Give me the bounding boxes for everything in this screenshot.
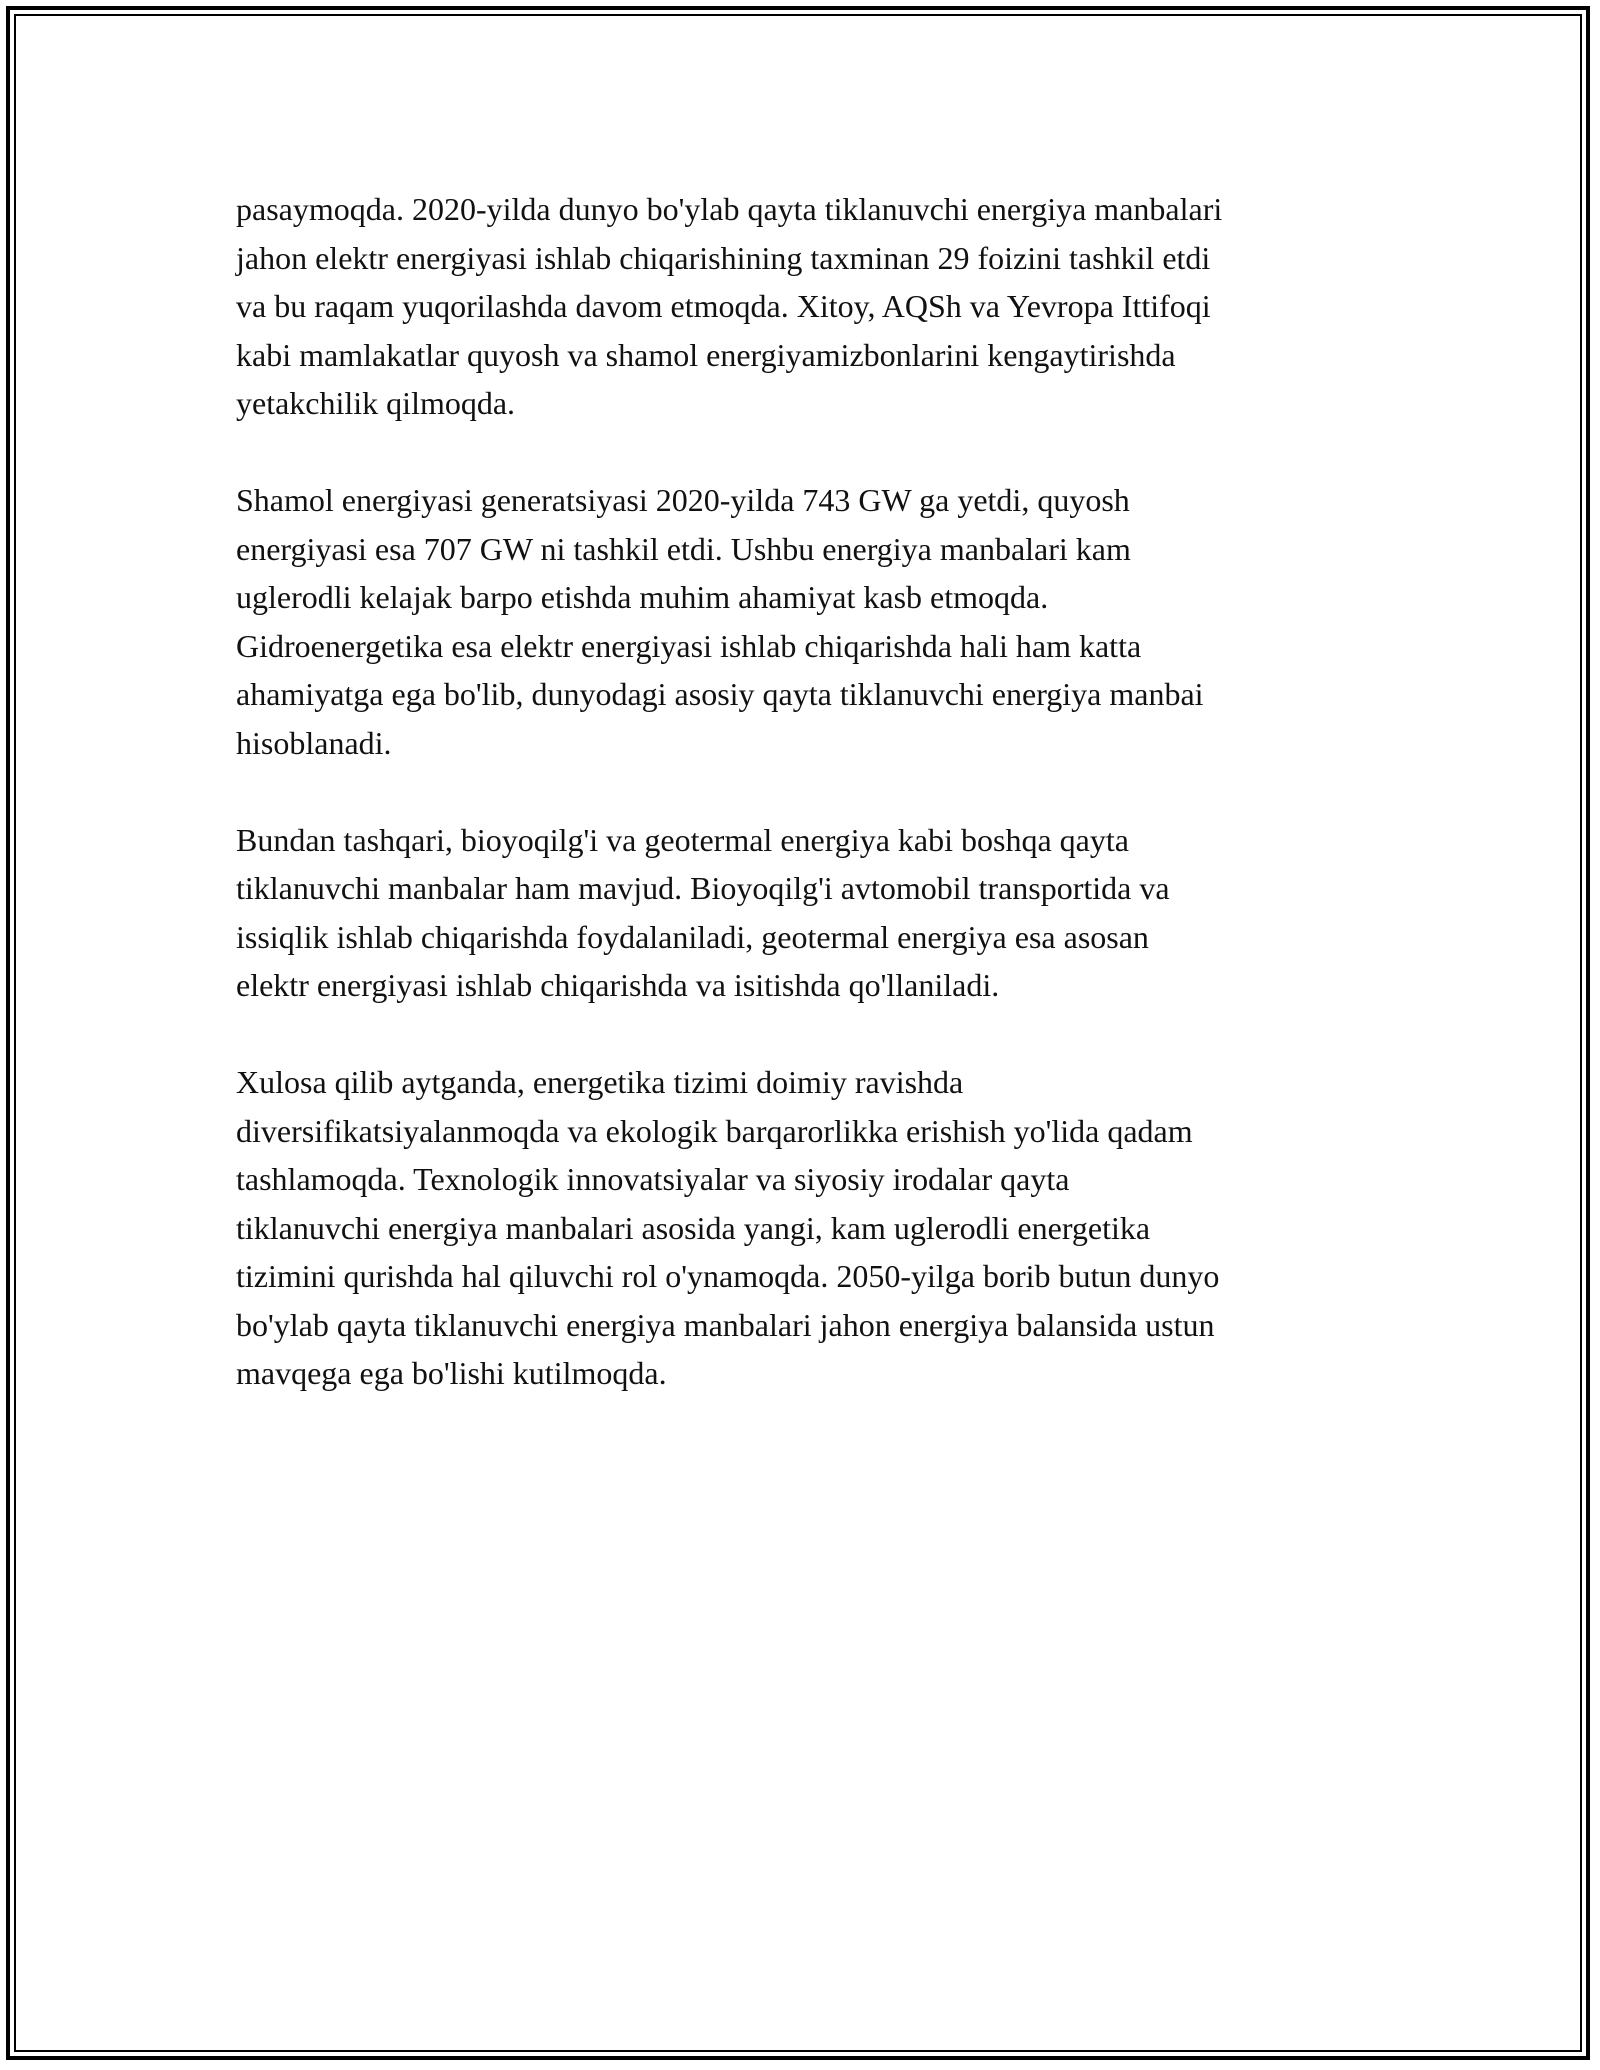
text-line: tashlamoqda. Texnologik innovatsiyalar va siyosiy irodalar qayta bbox=[236, 1161, 1070, 1197]
text-line: kabi mamlakatlar quyosh va shamol energiyamizbonlarini kengaytirishda bbox=[236, 336, 1176, 373]
paragraph-2 bbox=[236, 476, 1376, 767]
paragraph-3 bbox=[236, 816, 1376, 1010]
paragraph-1 bbox=[236, 185, 1376, 428]
text-line: bo'ylab qayta tiklanuvchi energiya manbalari jahon energiya balansida ustun bbox=[236, 1306, 1215, 1343]
text-line: mavqega ega bo'lishi kutilmoqda. bbox=[236, 1355, 667, 1391]
text-line: Bundan tashqari, bioyoqilg'i va geotermal energiya kabi boshqa qayta bbox=[236, 821, 1129, 858]
text-line: yetakchilik qilmoqda. bbox=[236, 385, 516, 421]
text-line: issiqlik ishlab chiqarishda foydalaniladi, geotermal energiya esa asosan bbox=[236, 918, 1149, 955]
text-line: pasaymoqda. 2020-yilda dunyo bo'ylab qayta tiklanuvchi energiya manbalari bbox=[236, 191, 1223, 227]
text-line: Gidroenergetika esa elektr energiyasi ishlab chiqarishda hali ham katta bbox=[236, 627, 1142, 664]
text-line: energiyasi esa 707 GW ni tashkil etdi. Ushbu energiya manbalari kam bbox=[236, 530, 1131, 567]
text-line: jahon elektr energiyasi ishlab chiqarishining taxminan 29 foizini tashkil etdi bbox=[236, 239, 1211, 276]
text-line: va bu raqam yuqorilashda davom etmoqda. Xitoy, AQSh va Yevropa Ittifoqi bbox=[236, 288, 1211, 324]
text-line: tizimini qurishda hal qiluvchi rol o'ynamoqda. 2050-yilga borib butun dunyo bbox=[236, 1258, 1220, 1294]
text-line: Shamol energiyasi generatsiyasi 2020-yilda 743 GW ga yetdi, quyosh bbox=[236, 482, 1130, 518]
text-line: Xulosa qilib aytganda, energetika tizimi doimiy ravishda bbox=[236, 1064, 964, 1100]
text-line: tiklanuvchi manbalar ham mavjud. Bioyoqilg'i avtomobil transportida va bbox=[236, 870, 1170, 906]
text-line: diversifikatsiyalanmoqda va ekologik barqarorlikka erishish yo'lida qadam bbox=[236, 1112, 1193, 1149]
paragraph-4 bbox=[236, 1058, 1376, 1398]
text-line: ahamiyatga ega bo'lib, dunyodagi asosiy qayta tiklanuvchi energiya manbai bbox=[236, 676, 1204, 712]
document-body bbox=[236, 185, 1376, 1446]
text-line: uglerodli kelajak barpo etishda muhim ahamiyat kasb etmoqda. bbox=[236, 579, 1049, 615]
text-line: elektr energiyasi ishlab chiqarishda va isitishda qo'llaniladi. bbox=[236, 967, 1000, 1003]
text-line: hisoblanadi. bbox=[236, 724, 392, 761]
text-line: tiklanuvchi energiya manbalari asosida yangi, kam uglerodli energetika bbox=[236, 1209, 1151, 1246]
